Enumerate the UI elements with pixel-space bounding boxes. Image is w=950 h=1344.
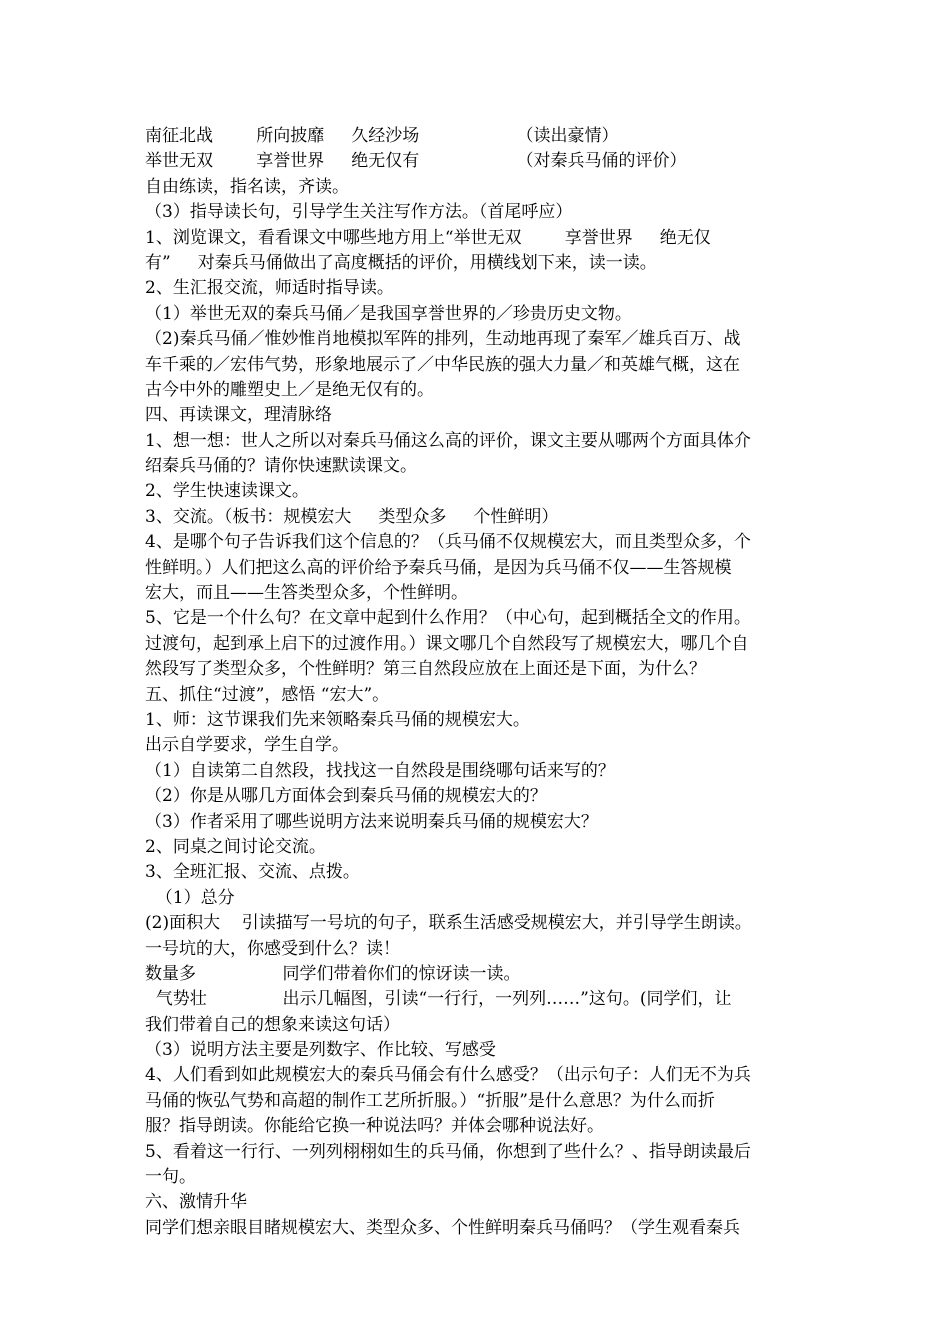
section-heading: 六、激情升华 <box>145 1192 247 1213</box>
text-line: 3、交流。（板书：规模宏大 类型众多 个性鲜明） <box>145 506 559 527</box>
text-line: （1）总分 <box>145 887 235 908</box>
text-line: 过渡句，起到承上启下的过渡作用。）课文哪几个自然段写了规模宏大，哪几个自 <box>145 633 749 654</box>
text-line: (2)面积大 引读描写一号坑的句子，联系生活感受规模宏大，并引导学生朗读。 <box>145 913 752 934</box>
text-line: 古今中外的雕塑史上／是绝无仅有的。 <box>145 379 434 400</box>
text-line: 车千乘的／宏伟气势，形象地展示了／中华民族的强大力量／和英雄气概，这在 <box>145 354 740 375</box>
section-heading: 五、抓住“过渡”，感悟 “宏大”。 <box>145 684 390 705</box>
text-line: 2、生汇报交流，师适时指导读。 <box>145 278 394 299</box>
text-line: 出示自学要求，学生自学。 <box>145 735 349 756</box>
text-line: （3）说明方法主要是列数字、作比较、写感受 <box>145 1040 496 1061</box>
text-line: 同学们想亲眼目睹规模宏大、类型众多、个性鲜明秦兵马俑吗？（学生观看秦兵 <box>145 1217 740 1238</box>
text-line: 自由练读，指名读，齐读。 <box>145 176 349 197</box>
text-line: （2）你是从哪几方面体会到秦兵马俑的规模宏大的？ <box>145 786 547 807</box>
text-line: 举世无双 享誉世界 绝无仅有 （对秦兵马俑的评价） <box>145 151 687 172</box>
text-line: 1、师：这节课我们先来领略秦兵马俑的规模宏大。 <box>145 709 530 730</box>
text-line: 气势壮 出示几幅图，引读“一行行，一列列……”这句。(同学们，让 <box>145 989 732 1010</box>
text-line: 然段写了类型众多，个性鲜明？第三自然段应放在上面还是下面，为什么？ <box>145 659 706 680</box>
text-line: 南征北战 所向披靡 久经沙场 （读出豪情） <box>145 126 619 146</box>
text-line: 2、同桌之间讨论交流。 <box>145 836 326 857</box>
text-line: 服？指导朗读。你能给它换一种说法吗？并体会哪种说法好。 <box>145 1116 604 1137</box>
text-line: （2)秦兵马俑／惟妙惟肖地模拟军阵的排列，生动地再现了秦军／雄兵百万、战 <box>145 329 741 350</box>
text-line: （1）举世无双的秦兵马俑／是我国享誉世界的／珍贵历史文物。 <box>145 303 632 324</box>
text-line: 数量多 同学们带着你们的惊讶读一读。 <box>145 963 521 984</box>
text-line: 1、想一想：世人之所以对秦兵马俑这么高的评价，课文主要从哪两个方面具体介 <box>145 430 751 451</box>
text-line: 我们带着自己的想象来读这句话） <box>145 1014 400 1035</box>
text-line: （3）作者采用了哪些说明方法来说明秦兵马俑的规模宏大？ <box>145 811 598 832</box>
text-line: 4、人们看到如此规模宏大的秦兵马俑会有什么感受？（出示句子：人们无不为兵 <box>145 1065 751 1086</box>
text-line: 1、浏览课文，看看课文中哪些地方用上“举世无双 享誉世界 绝无仅 <box>145 227 711 248</box>
text-line: 宏大，而且——生答类型众多，个性鲜明。 <box>145 583 468 604</box>
text-line: 有” 对秦兵马俑做出了高度概括的评价，用横线划下来，读一读。 <box>145 252 657 273</box>
text-line: 4、是哪个句子告诉我们这个信息的？（兵马俑不仅规模宏大，而且类型众多，个 <box>145 532 751 553</box>
section-heading: 四、再读课文，理清脉络 <box>145 405 332 426</box>
text-line: 马俑的恢弘气势和高超的制作工艺所折服。）“折服”是什么意思？为什么而折 <box>145 1090 715 1111</box>
text-line: 绍秦兵马俑的？请你快速默读课文。 <box>145 456 417 477</box>
document-body <box>145 124 810 1241</box>
text-line: 5、它是一个什么句？在文章中起到什么作用？（中心句，起到概括全文的作用。 <box>145 608 751 629</box>
text-line: 3、全班汇报、交流、点拨。 <box>145 862 360 883</box>
text-line: （1）自读第二自然段，找找这一自然段是围绕哪句话来写的？ <box>145 760 615 781</box>
text-line: 一号坑的大，你感受到什么？读！ <box>145 938 400 959</box>
text-line: （3）指导读长句，引导学生关注写作方法。（首尾呼应） <box>145 202 573 223</box>
text-line: 一句。 <box>145 1167 196 1188</box>
text-line: 5、看着这一行行、一列列栩栩如生的兵马俑，你想到了些什么？、指导朗读最后 <box>145 1141 751 1162</box>
text-line: 性鲜明。）人们把这么高的评价给予秦兵马俑，是因为兵马俑不仅——生答规模 <box>145 557 732 578</box>
text-line: 2、学生快速读课文。 <box>145 481 309 502</box>
